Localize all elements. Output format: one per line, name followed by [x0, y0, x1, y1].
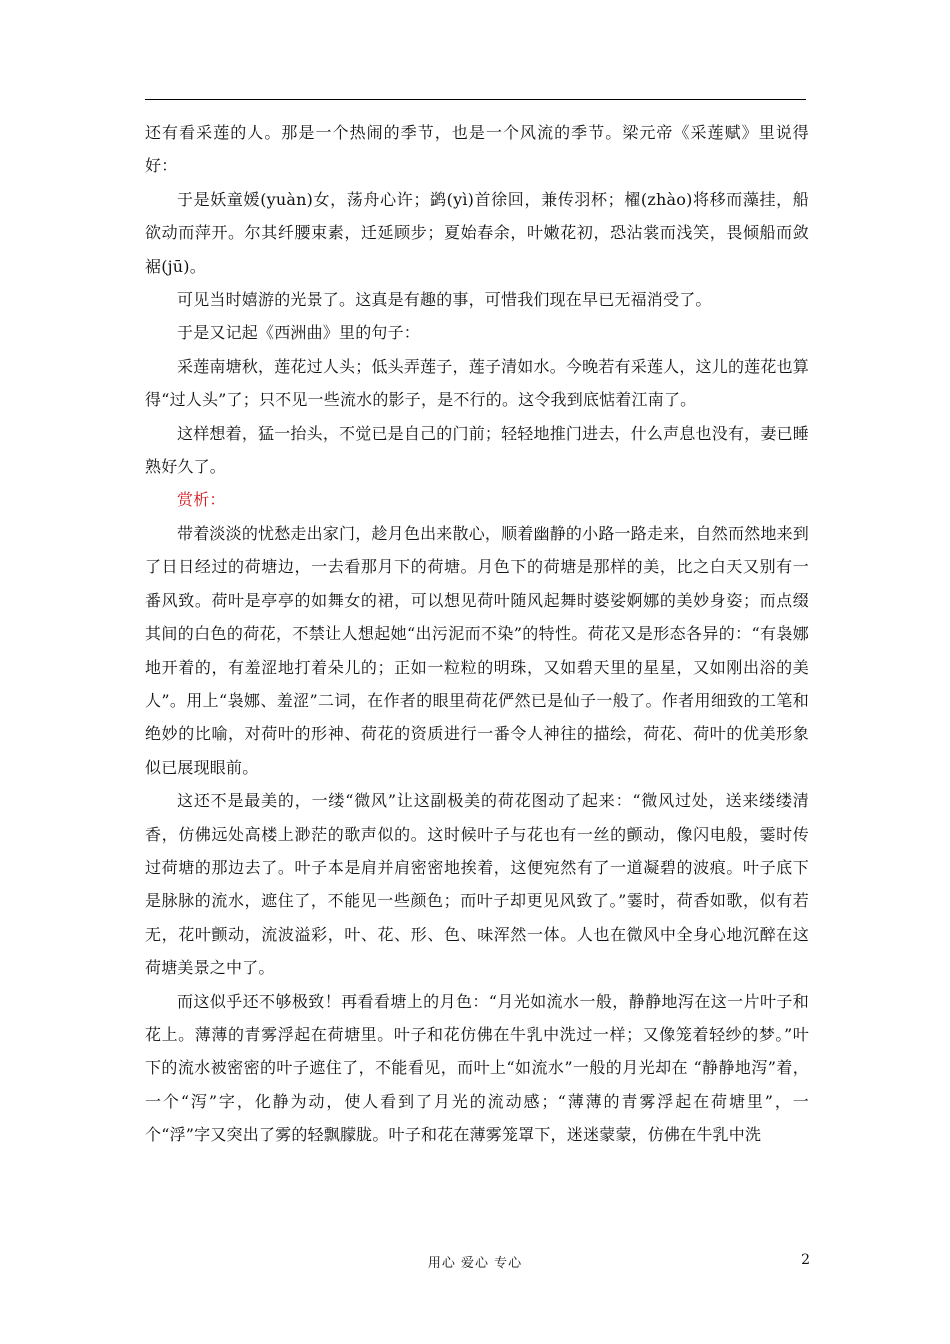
- section-label-analysis: 赏析：: [177, 490, 226, 510]
- paragraph: 于是又记起《西洲曲》里的句子：: [177, 323, 421, 343]
- paragraph: 还有看采莲的人。那是一个热闹的季节，也是一个风流的季节。梁元帝《采莲赋》里说得好：: [145, 123, 809, 176]
- header-rule: [145, 99, 806, 100]
- analysis-paragraph: 带着淡淡的忧愁走出家门，趁月色出来散心，顺着幽静的小路一路走来，自然而然地来到了日日经过的荷塘边，一去看那月下的荷塘。月色下的荷塘是那样的美，比之白天又别有一番风致。荷叶是亭亭的如舞女的裙，可以想见荷叶随风起舞时婆娑婀娜的美妙身姿；而点缀其间的白色的荷花，不禁让人想起她“出污泥而不染”的特性。荷花又是形态各异的：“有袅娜地开着的，有羞涩地打着朵儿的；正如一粒粒的明珠，又如碧天里的星星，又如刚出浴的美人”。用上“袅娜、羞涩”二词，在作者的眼里荷花俨然已是仙子一般了。作者用细致的工笔和绝妙的比喻，对荷叶的形神、荷花的资质进行一番令人神往的描绘，荷花、荷叶的优美形象似已展现眼前。: [145, 523, 809, 777]
- paragraph: 这样想着，猛一抬头，不觉已是自己的门前；轻轻地推门进去，什么声息也没有，妻已睡熟好久了。: [145, 423, 809, 477]
- paragraph: 可见当时嬉游的光景了。这真是有趣的事，可惜我们现在早已无福消受了。: [177, 290, 712, 310]
- document-body: [145, 116, 809, 1152]
- quote-paragraph: 于是妖童媛(yuàn)女，荡舟心许；鹢(yì)首徐回，兼传羽杯；櫂(zhào)将移而藻挂，船欲动而萍开。尔其纤腰束素，迁延顾步；夏始春余，叶嫩花初，恐沾裳而浅笑，畏倾船而敛裾(jū)。: [145, 189, 809, 276]
- page-number: 2: [801, 1252, 810, 1268]
- analysis-paragraph: 这还不是最美的，一缕“微风”让这副极美的荷花图动了起来：“微风过处，送来缕缕清香，仿佛远处高楼上渺茫的歌声似的。这时候叶子与花也有一丝的颤动，像闪电般，霎时传过荷塘的那边去了。叶子本是肩并肩密密地挨着，这便宛然有了一道凝碧的波痕。叶子底下是脉脉的流水，遮住了，不能见一些颜色；而叶子却更见风致了。”霎时，荷香如歌，似有若无，花叶颤动，流波溢彩，叶、花、形、色、味浑然一体。人也在微风中全身心地沉醉在这荷塘美景之中了。: [145, 791, 809, 978]
- footer-motto: 用心 爱心 专心: [427, 1256, 523, 1271]
- paragraph: 采莲南塘秋，莲花过人头；低头弄莲子，莲子清如水。今晚若有采莲人，这儿的莲花也算得“过人头”了；只不见一些流水的影子，是不行的。这令我到底惦着江南了。: [145, 356, 809, 410]
- analysis-paragraph: 而这似乎还不够极致！再看看塘上的月色：“月光如流水一般，静静地泻在这一片叶子和花上。薄薄的青雾浮起在荷塘里。叶子和花仿佛在牛乳中洗过一样；又像笼着轻纱的梦。”叶下的流水被密密的叶子遮住了，不能看见，而叶上“如流水”一般的月光却在 “静静地泻”着，一个“泻”字，化静为动，使人看到了月光的流动感；“薄薄的青雾浮起在荷塘里”，一个“浮”字又突出了雾的轻飘朦胧。叶子和花在薄雾笼罩下，迷迷蒙蒙，仿佛在牛乳中洗: [145, 991, 809, 1145]
